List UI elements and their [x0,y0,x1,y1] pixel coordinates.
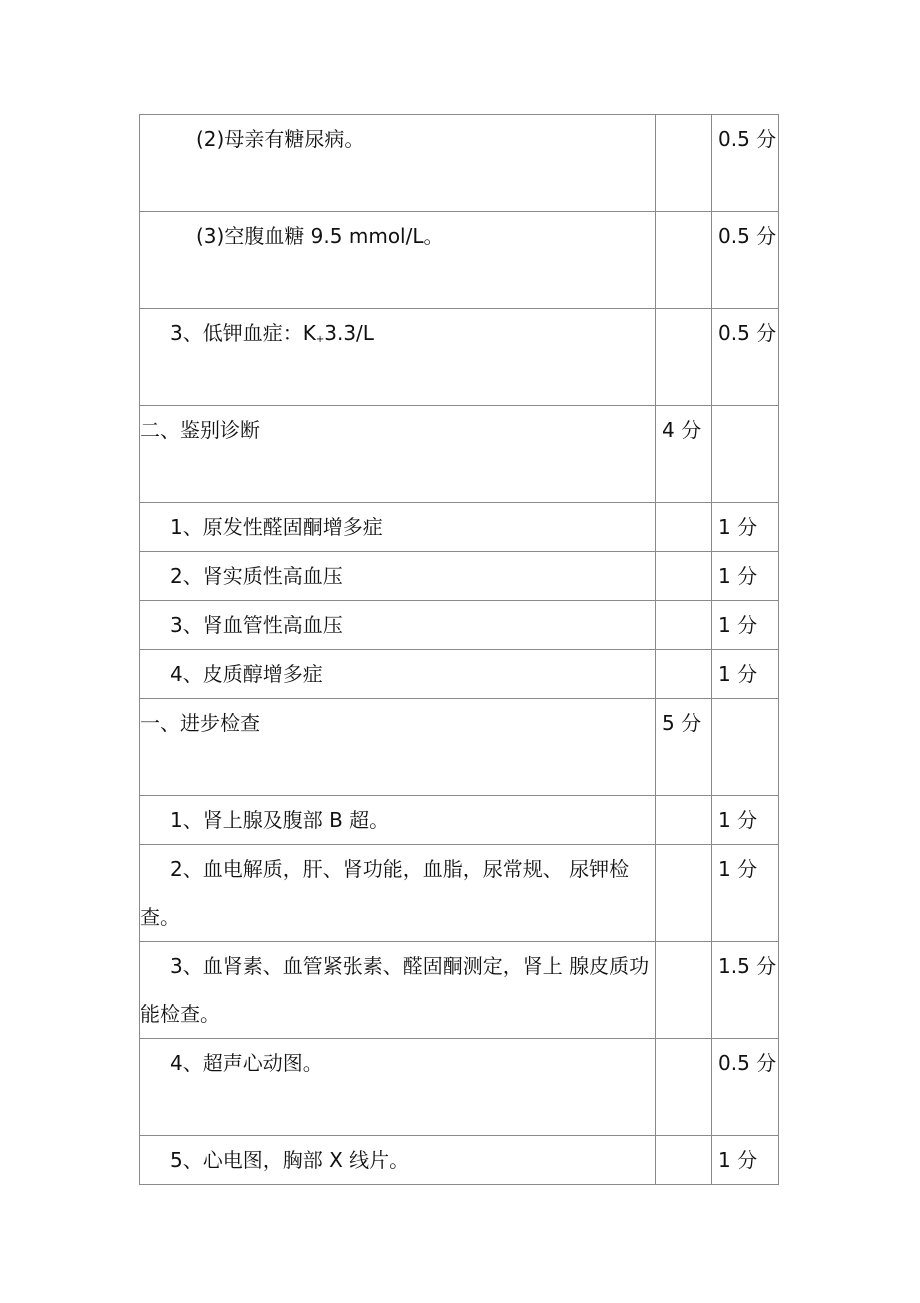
item-score-cell [712,1039,779,1136]
table-row [140,212,779,309]
item-cell [140,1039,656,1136]
section-heading: 一、进步检查 [140,711,260,735]
item-text: 3、血肾素、血管紧张素、醛固酮测定，肾上 腺皮质功能检查。 [140,954,650,1026]
item-text: 2、血电解质，肝、肾功能，血脂，尿常规、 尿钾检查。 [140,857,630,929]
table-row [140,406,779,503]
item-score: 0.5 分 [718,1051,777,1075]
item-text: (3)空腹血糖 9.5 mmol/L。 [196,224,444,248]
table-row [140,601,779,650]
item-score-cell [712,1136,779,1185]
item-score-cell [712,942,779,1039]
table-row [140,115,779,212]
item-cell [140,1136,656,1185]
table-row [140,796,779,845]
section-score: 4 分 [662,418,702,442]
item-text: 5、心电图，胸部 X 线片。 [170,1148,410,1172]
item-score-cell [712,503,779,552]
item-cell [140,796,656,845]
item-score-cell [712,796,779,845]
section-score-cell [656,1039,712,1136]
ion-charge: + [315,334,325,345]
item-score: 1 分 [718,515,758,539]
item-text: 4、皮质醇增多症 [170,662,323,686]
table-row [140,309,779,406]
section-score-cell [656,309,712,406]
item-text-main: 3、低钾血症：K [170,321,316,345]
item-score: 1 分 [718,1148,758,1172]
table-row [140,1136,779,1185]
item-cell [140,942,656,1039]
item-score-cell [712,845,779,942]
item-score: 0.5 分 [718,224,777,248]
item-cell [140,309,656,406]
table-row [140,552,779,601]
item-cell [140,601,656,650]
item-score: 1 分 [718,564,758,588]
item-text: 2、肾实质性高血压 [170,564,343,588]
item-score: 1 分 [718,857,758,881]
item-cell [140,212,656,309]
item-score: 1 分 [718,613,758,637]
item-text: 1、原发性醛固酮增多症 [170,515,383,539]
table-row [140,503,779,552]
section-score-cell [656,845,712,942]
table-row [140,650,779,699]
item-text [140,309,655,364]
section-score-cell [656,650,712,699]
table-row [140,845,779,942]
item-score: 1.5 分 [718,954,777,978]
section-score-cell [656,212,712,309]
section-score-cell [656,796,712,845]
item-text: 3、肾血管性高血压 [170,613,343,637]
item-score: 1 分 [718,808,758,832]
item-score-cell [712,406,779,503]
section-score-cell [656,115,712,212]
section-score-cell [656,942,712,1039]
section-score-cell [656,552,712,601]
section-heading-cell [140,699,656,796]
item-score-cell [712,601,779,650]
item-score-cell [712,115,779,212]
item-cell [140,115,656,212]
section-score-cell [656,699,712,796]
item-score-cell [712,650,779,699]
item-text-value: 3.3/L [324,321,374,345]
item-text: 1、肾上腺及腹部 B 超。 [170,808,390,832]
section-heading-cell [140,406,656,503]
item-score-cell [712,212,779,309]
item-score-cell [712,552,779,601]
item-cell [140,552,656,601]
item-score-cell [712,699,779,796]
item-score: 0.5 分 [718,127,777,151]
section-score-cell [656,503,712,552]
item-score-cell [712,309,779,406]
item-cell [140,845,656,942]
item-text: 4、超声心动图。 [170,1051,323,1075]
table-row [140,942,779,1039]
item-text: (2)母亲有糖尿病。 [196,127,365,151]
section-score-cell [656,406,712,503]
item-cell [140,650,656,699]
item-score: 1 分 [718,662,758,686]
section-score-cell [656,1136,712,1185]
item-score: 0.5 分 [718,321,777,345]
scoring-table [139,114,779,1185]
item-cell [140,503,656,552]
table-row [140,1039,779,1136]
section-score: 5 分 [662,711,702,735]
section-score-cell [656,601,712,650]
table-row [140,699,779,796]
section-heading: 二、鉴别诊断 [140,418,260,442]
